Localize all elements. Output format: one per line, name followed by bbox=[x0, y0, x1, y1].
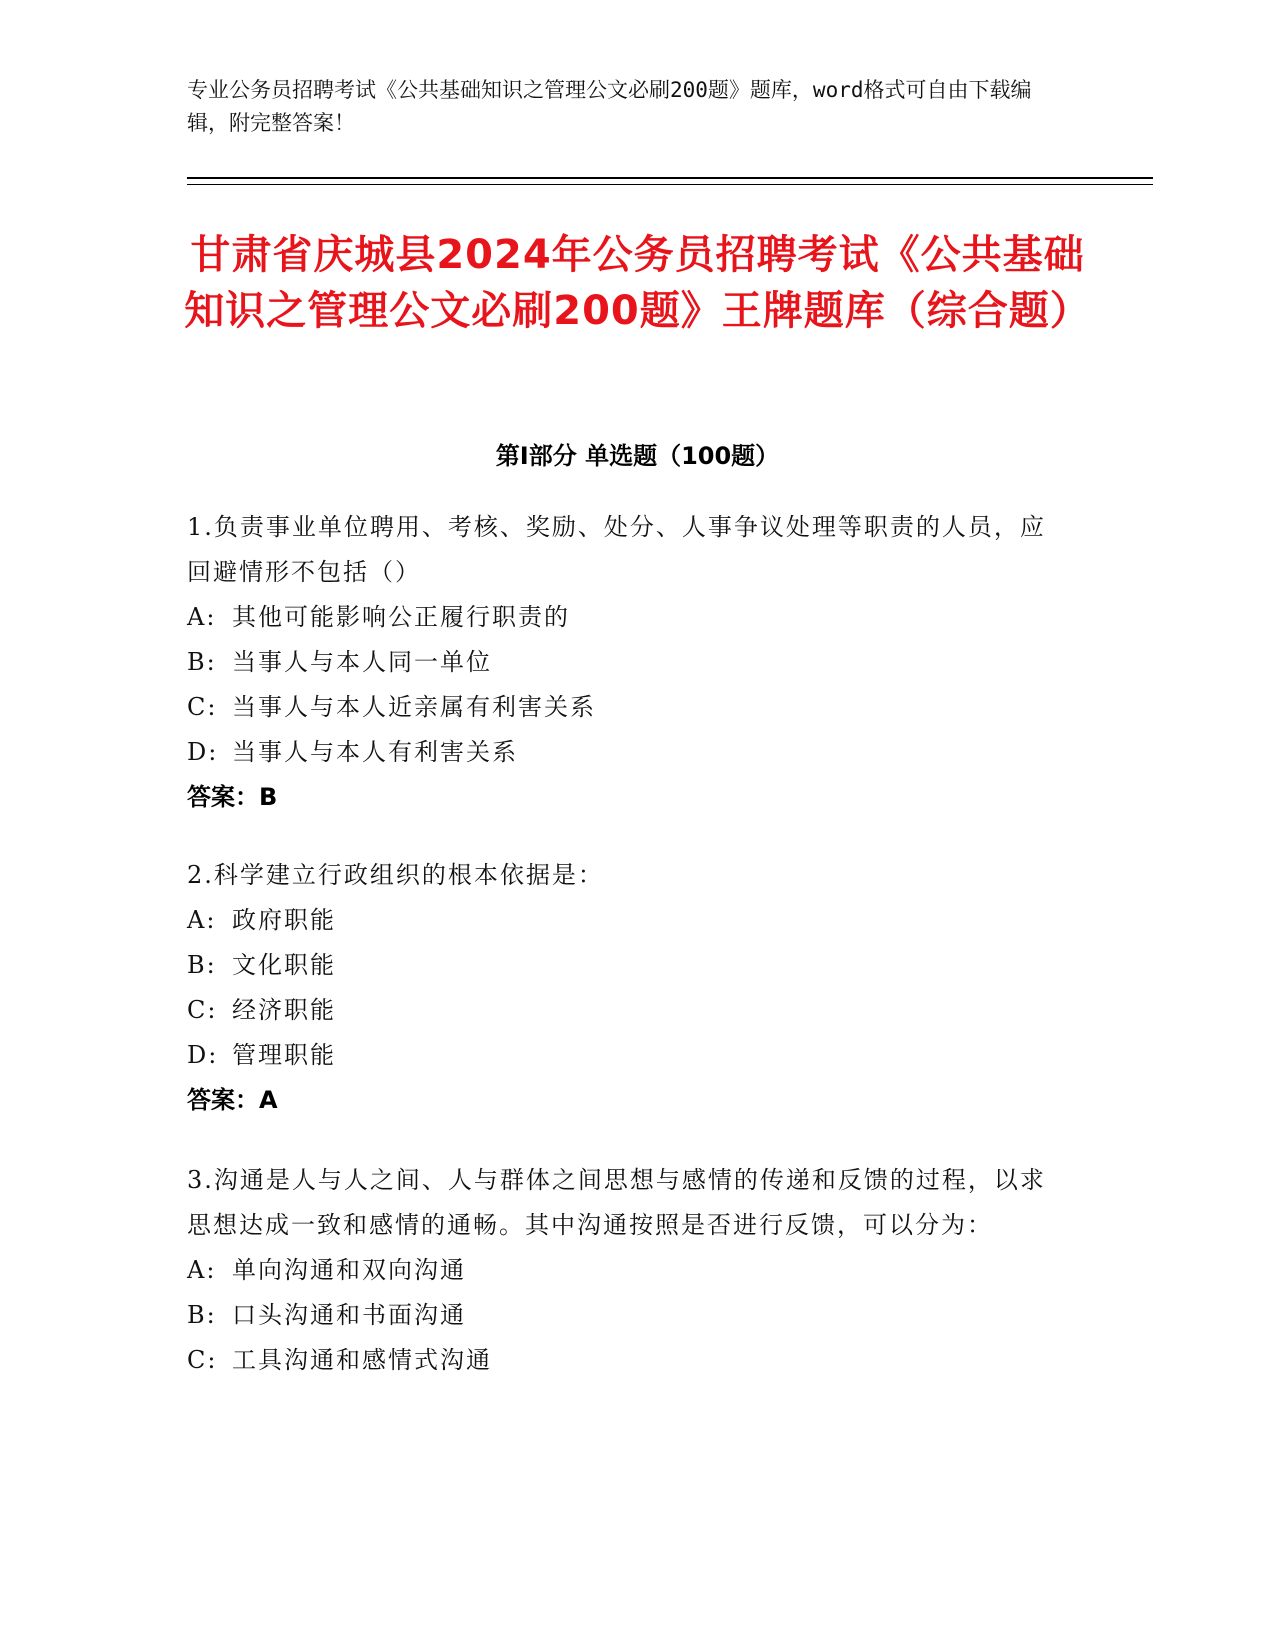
document-title: 甘肃省庆城县2024年公务员招聘考试《公共基础知识之管理公文必刷200题》王牌题库（综合题） bbox=[184, 232, 1091, 334]
option-a bbox=[187, 1248, 1067, 1293]
answer-value: A bbox=[259, 1086, 278, 1114]
option-text: 政府职能 bbox=[232, 906, 336, 934]
section-heading: 第I部分 单选题（100题） bbox=[495, 442, 780, 470]
option-text: 管理职能 bbox=[232, 1041, 336, 1069]
option-a bbox=[187, 595, 1067, 640]
option-key: C: bbox=[187, 996, 218, 1024]
answer-label: 答案： bbox=[187, 1086, 259, 1114]
option-key: B: bbox=[187, 951, 217, 979]
option-a bbox=[187, 898, 1067, 943]
option-d bbox=[187, 730, 1067, 775]
answer-line bbox=[187, 1078, 1067, 1123]
question-2 bbox=[187, 853, 1067, 1123]
option-key: C: bbox=[187, 1346, 218, 1374]
option-key: C: bbox=[187, 693, 218, 721]
option-key: A: bbox=[187, 906, 217, 934]
question-3 bbox=[187, 1158, 1067, 1383]
answer-label: 答案： bbox=[187, 783, 259, 811]
option-b bbox=[187, 943, 1067, 988]
answer-value: B bbox=[259, 783, 278, 811]
option-b bbox=[187, 640, 1067, 685]
question-stem: 1.负责事业单位聘用、考核、奖励、处分、人事争议处理等职责的人员，应回避情形不包括（） bbox=[187, 513, 1046, 586]
option-c bbox=[187, 685, 1067, 730]
header-divider-thick bbox=[187, 177, 1153, 179]
option-text: 工具沟通和感情式沟通 bbox=[232, 1346, 492, 1374]
option-key: B: bbox=[187, 648, 217, 676]
option-key: A: bbox=[187, 1256, 217, 1284]
question-1 bbox=[187, 505, 1067, 820]
option-text: 文化职能 bbox=[232, 951, 336, 979]
header-note: 专业公务员招聘考试《公共基础知识之管理公文必刷200题》题库，word格式可自由下载编辑，附完整答案！ bbox=[187, 78, 1032, 135]
question-stem: 3.沟通是人与人之间、人与群体之间思想与感情的传递和反馈的过程，以求思想达成一致和感情的通畅。其中沟通按照是否进行反馈，可以分为： bbox=[187, 1166, 1046, 1239]
option-c bbox=[187, 988, 1067, 1033]
option-key: A: bbox=[187, 603, 217, 631]
option-b bbox=[187, 1293, 1067, 1338]
option-text: 其他可能影响公正履行职责的 bbox=[232, 603, 570, 631]
option-text: 单向沟通和双向沟通 bbox=[232, 1256, 466, 1284]
option-c bbox=[187, 1338, 1067, 1383]
option-text: 当事人与本人有利害关系 bbox=[232, 738, 518, 766]
option-key: D: bbox=[187, 738, 219, 766]
option-key: D: bbox=[187, 1041, 219, 1069]
option-key: B: bbox=[187, 1301, 217, 1329]
option-d bbox=[187, 1033, 1067, 1078]
header-divider-thin bbox=[187, 184, 1153, 185]
option-text: 口头沟通和书面沟通 bbox=[232, 1301, 466, 1329]
option-text: 当事人与本人近亲属有利害关系 bbox=[232, 693, 596, 721]
option-text: 经济职能 bbox=[232, 996, 336, 1024]
question-stem: 2.科学建立行政组织的根本依据是： bbox=[187, 861, 604, 889]
answer-line bbox=[187, 775, 1067, 820]
option-text: 当事人与本人同一单位 bbox=[232, 648, 492, 676]
